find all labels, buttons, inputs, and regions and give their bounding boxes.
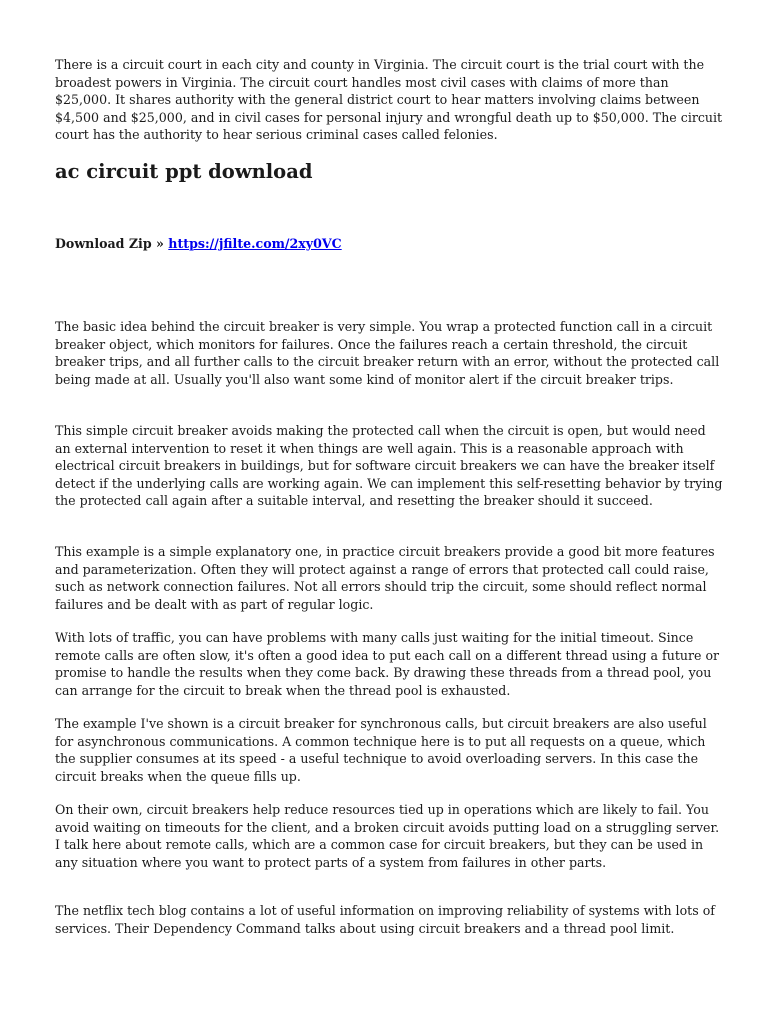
paragraph-1: The basic idea behind the circuit breaker is very simple. You wrap a protected function call in a circuit breaker object, which monitors for failures. Once the failures reach a certain threshold, the circuit breaker trips, and all further calls to the circuit breaker return with an error, without the protected call being made at all. Usually you'll also want some kind of monitor alert if the circuit breaker trips. [55,319,720,387]
paragraph-3: This example is a simple explanatory one, in practice circuit breakers provide a good bit more features and parameterization. Often they will protect against a range of errors that protected call could raise, such as network connection failures. Not all errors should trip the circuit, some should reflect normal failures and be dealt with as part of regular logic. [55,544,715,612]
paragraph-2: This simple circuit breaker avoids making the protected call when the circuit is open, but would need an external intervention to reset it when things are well again. This is a reasonable approach with electrical circuit breakers in buildings, but for software circuit breakers we can have the breaker itself detect if the underlying calls are working again. We can implement this self-resetting behavior by trying the protected call again after a suitable interval, and resetting the breaker should it succeed. [55,423,723,509]
download-link[interactable]: https://jfilte.com/2xy0VC [168,236,342,251]
paragraph-5: The example I've shown is a circuit breaker for synchronous calls, but circuit breakers are also useful for asynchronous communications. A common technique here is to put all requests on a queue, which the supplier consumes at its speed - a useful technique to avoid overloading servers. In this case the circuit breaks when the queue fills up. [55,716,707,784]
paragraph-4: With lots of traffic, you can have problems with many calls just waiting for the initial timeout. Since remote calls are often slow, it's often a good idea to put each call on a different thread using a future or promise to handle the results when they come back. By drawing these threads from a thread pool, you can arrange for the circuit to break when the thread pool is exhausted. [55,630,720,698]
intro-paragraph: There is a circuit court in each city and county in Virginia. The circuit court is the trial court with the broadest powers in Virginia. The circuit court handles most civil cases with claims of more than $25,000. It shares authority with the general district court to hear matters involving claims between $4,500 and $25,000, and in civil cases for personal injury and wrongful death up to $50,000. The circuit court has the authority to hear serious criminal cases called felonies. [55,57,723,143]
paragraph-6: On their own, circuit breakers help reduce resources tied up in operations which are likely to fail. You avoid waiting on timeouts for the client, and a broken circuit avoids putting load on a struggling server. I talk here about remote calls, which are a common case for circuit breakers, but they can be used in any situation where you want to protect parts of a system from failures in other parts. [55,802,720,870]
paragraph-7: The netflix tech blog contains a lot of useful information on improving reliability of systems with lots of services. Their Dependency Command talks about using circuit breakers and a thread pool limit. [55,903,715,936]
download-label: Download Zip » [55,236,164,251]
page-title: ac circuit ppt download [55,160,313,183]
download-line [55,235,723,252]
